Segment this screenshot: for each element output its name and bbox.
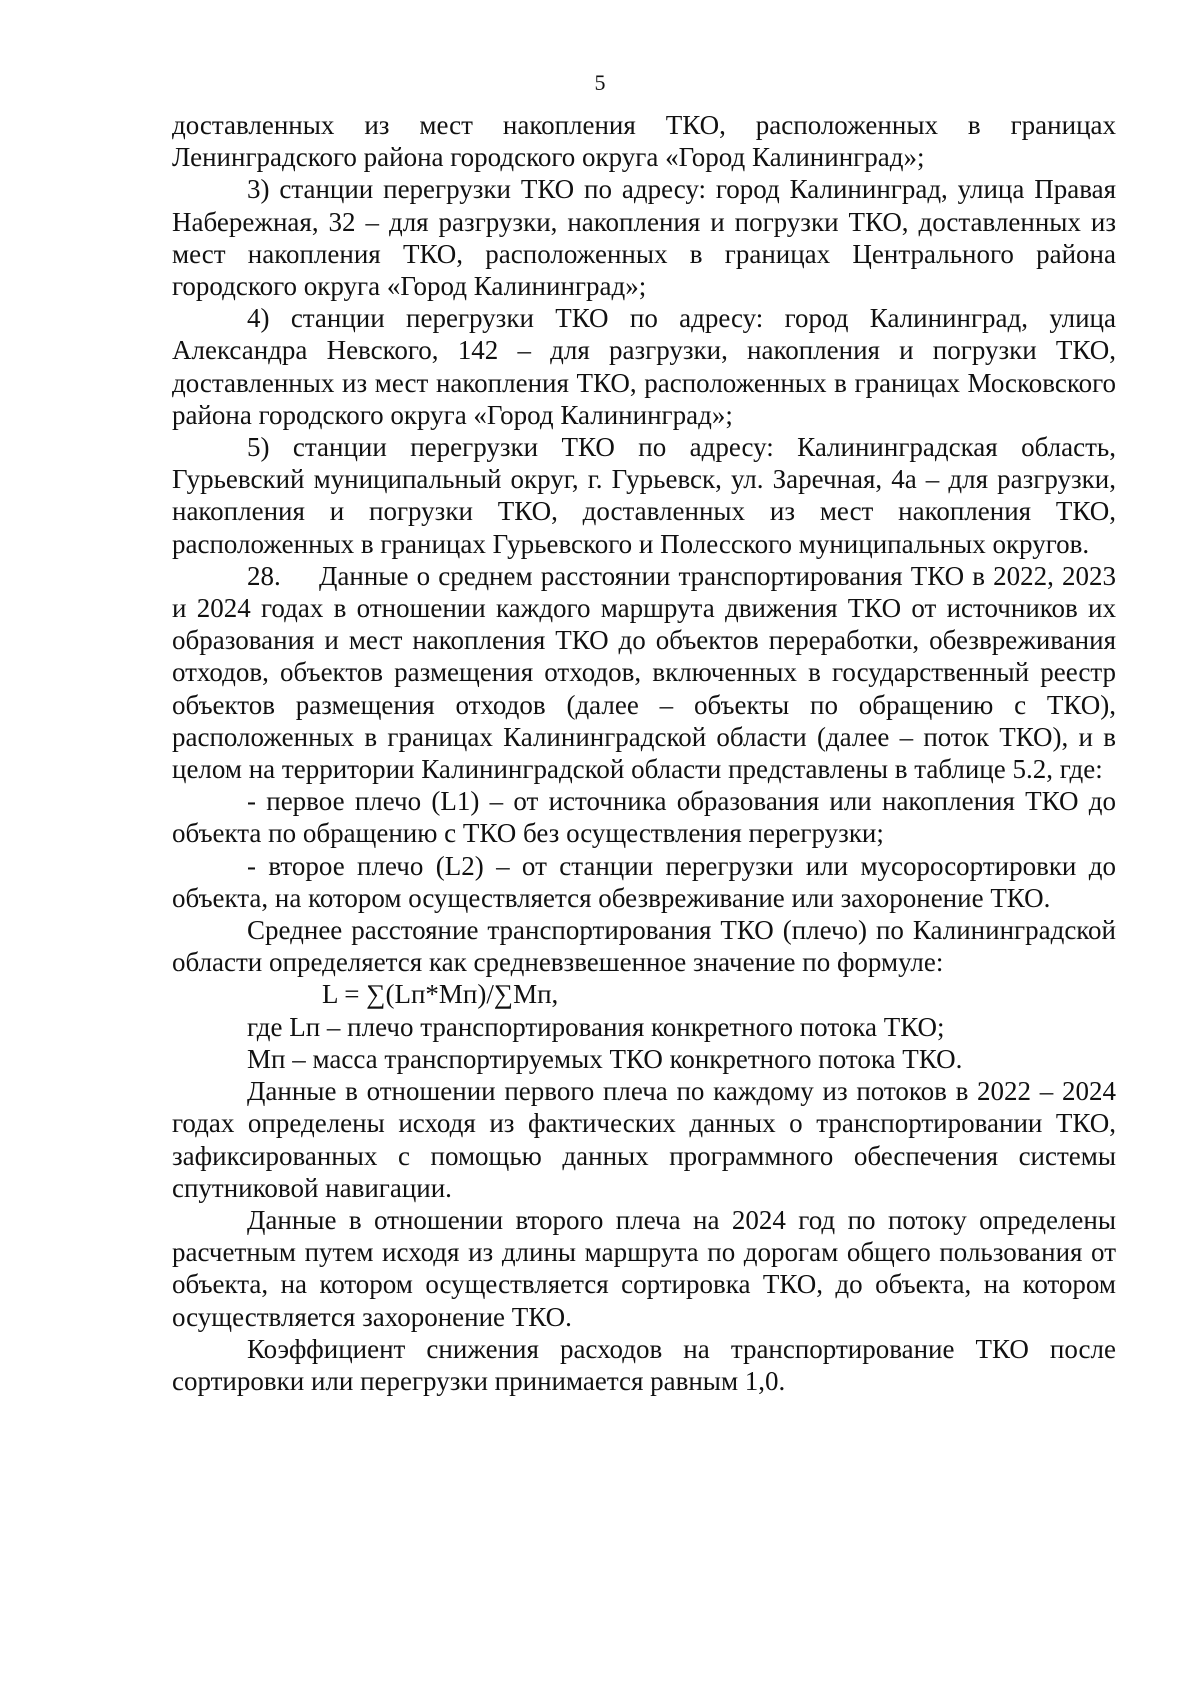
- list-item-5: 5) станции перегрузки ТКО по адресу: Калининградская область, Гурьевский муниципальный округ, г. Гурьевск, ул. Заречная, 4а – для разгрузки, накопления и погрузки ТКО, доставленных из мест накопления ТКО, расположенных в границах Гурьевского и Полесского муниципальных округов.: [172, 432, 1116, 559]
- formula: L = ∑(Lп*Мп)/∑Мп,: [322, 979, 559, 1010]
- section-number: 28.: [247, 560, 281, 591]
- list-item-3: 3) станции перегрузки ТКО по адресу: город Калининград, улица Правая Набережная, 32 – для разгрузки, накопления и погрузки ТКО, доставленных из мест накопления ТКО, расположенных в границах Центрального района городского округа «Город Калининград»;: [172, 174, 1116, 302]
- coefficient-paragraph: Коэффициент снижения расходов на транспортирование ТКО после сортировки или перегрузки принимается равным 1,0.: [172, 1333, 1116, 1396]
- first-leg-data-paragraph: Данные в отношении первого плеча по каждому из потоков в 2022 – 2024 годах определены исходя из фактических данных о транспортировании ТКО, зафиксированных с помощью данных программного обеспечения системы спутниковой навигации.: [172, 1076, 1116, 1203]
- page-number: 5: [594, 70, 606, 95]
- document-body: [172, 109, 1116, 1397]
- formula-legend-lp: где Lп – плечо транспортирования конкретного потока ТКО;: [247, 1011, 945, 1042]
- first-leg-definition: - первое плечо (L1) – от источника образования или накопления ТКО до объекта по обращению с ТКО без осуществления перегрузки;: [172, 786, 1116, 849]
- section-28-paragraph: [172, 560, 1116, 785]
- second-leg-data-paragraph: Данные в отношении второго плеча на 2024 год по потоку определены расчетным путем исходя из длины маршрута по дорогам общего пользования от объекта, на котором осуществляется сортировка ТКО, до объекта, на котором осуществляется захоронение ТКО.: [172, 1204, 1116, 1332]
- formula-legend-mp: Мп – масса транспортируемых ТКО конкретного потока ТКО.: [247, 1043, 963, 1074]
- average-distance-paragraph: Среднее расстояние транспортирования ТКО (плечо) по Калининградской области определяется как средневзвешенное значение по формуле:: [172, 915, 1116, 978]
- paragraph-continuation: доставленных из мест накопления ТКО, расположенных в границах Ленинградского района городского округа «Город Калининград»;: [172, 110, 1116, 173]
- second-leg-definition: - второе плечо (L2) – от станции перегрузки или мусоросортировки до объекта, на котором осуществляется обезвреживание или захоронение ТКО.: [172, 850, 1116, 913]
- section-28-text: Данные о среднем расстоянии транспортирования ТКО в 2022, 2023 и 2024 годах в отношении каждого маршрута движения ТКО от источников их образования и мест накопления ТКО до объектов переработки, обезвреживания отходов, объектов размещения отходов, включенных в государственный реестр объектов размещения отходов (далее – объекты по обращению с ТКО), расположенных в границах Калининградской области (далее – поток ТКО), и в целом на территории Калининградской области представлены в таблице 5.2, где:: [172, 560, 1116, 785]
- list-item-4: 4) станции перегрузки ТКО по адресу: город Калининград, улица Александра Невского, 142 – для разгрузки, накопления и погрузки ТКО, доставленных из мест накопления ТКО, расположенных в границах Московского района городского округа «Город Калининград»;: [172, 303, 1116, 430]
